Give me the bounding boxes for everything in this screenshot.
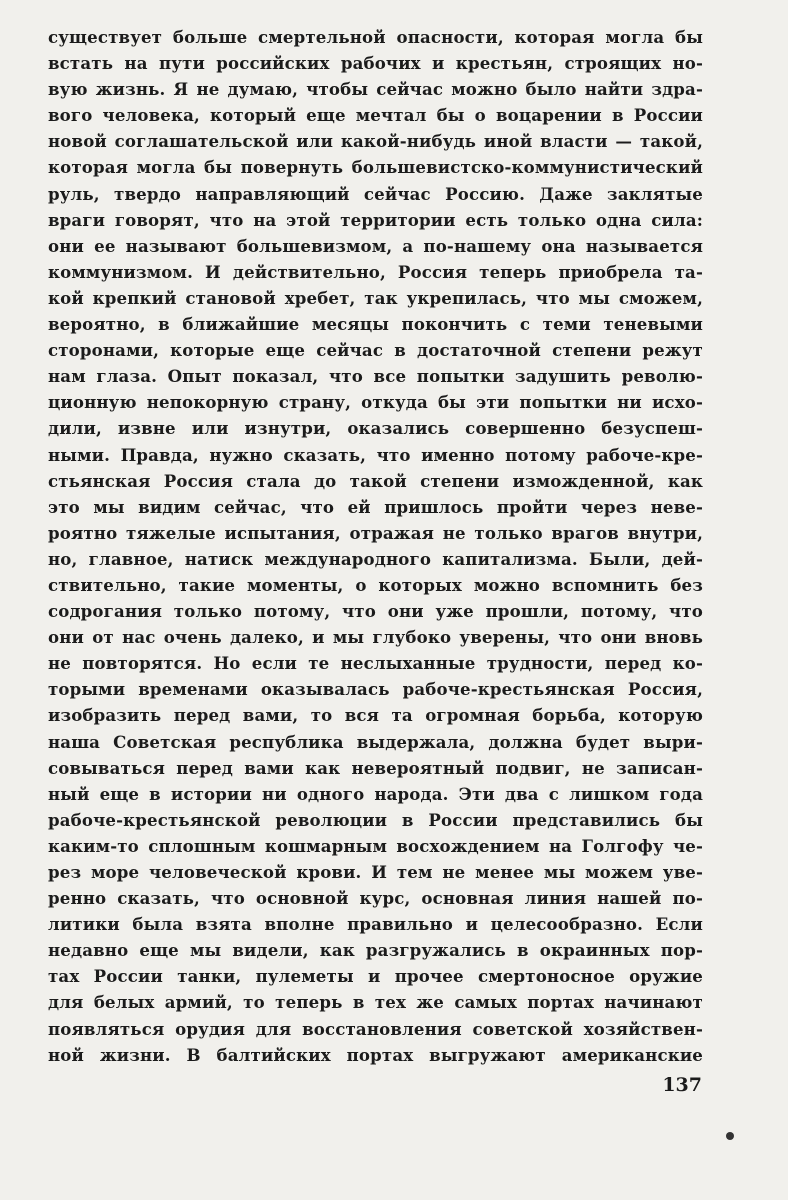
text-line: коммунизмом. И действительно, Россия теперь приобрела та- [48, 261, 703, 282]
text-line: не повторятся. Но если те неслыханные трудности, перед ко- [48, 653, 703, 674]
text-line: тах России танки, пулеметы и прочее смертоносное оружие [48, 966, 703, 987]
text-line: ствительно, такие моменты, о которых можно вспомнить без [48, 574, 703, 595]
text-line: появляться орудия для восстановления советской хозяйствен- [48, 1018, 703, 1039]
text-line: дили, извне или изнутри, оказались совершенно безуспеш- [48, 418, 703, 439]
text-line: стьянская Россия стала до такой степени изможденной, как [48, 470, 703, 491]
text-line: сторонами, которые еще сейчас в достаточной степени режут [48, 340, 703, 361]
text-line: встать на пути российских рабочих и крестьян, строящих но- [48, 53, 703, 74]
text-line: ный еще в истории ни одного народа. Эти два с лишком года [48, 783, 703, 804]
text-line: ционную непокорную страну, откуда бы эти попытки ни исхо- [48, 392, 703, 413]
page-number: 137 [662, 1074, 702, 1096]
ink-dot [726, 1132, 734, 1140]
text-line: но, главное, натиск международного капитализма. Были, дей- [48, 548, 703, 569]
text-line: ренно сказать, что основной курс, основная линия нашей по- [48, 888, 703, 909]
text-line: вероятно, в ближайшие месяцы покончить с теми теневыми [48, 314, 703, 335]
text-line: это мы видим сейчас, что ей пришлось пройти через неве- [48, 496, 703, 517]
text-line: они ее называют большевизмом, а по-нашему она называется [48, 235, 703, 256]
text-line: которая могла бы повернуть большевистско-коммунистический [48, 157, 703, 178]
text-line: ной жизни. В балтийских портах выгружают американские [48, 1044, 703, 1065]
text-line: роятно тяжелые испытания, отражая не только врагов внутри, [48, 522, 703, 543]
text-line: существует больше смертельной опасности, которая могла бы [48, 27, 703, 47]
text-line: вую жизнь. Я не думаю, чтобы сейчас можно было найти здра- [48, 79, 703, 100]
text-line: кой крепкий становой хребет, так укрепилась, что мы сможем, [48, 287, 703, 308]
text-line: каким-то сплошным кошмарным восхождением на Голгофу че- [48, 835, 703, 856]
text-line: содрогания только потому, что они уже прошли, потому, что [48, 601, 703, 622]
text-line: изобразить перед вами, то вся та огромная борьба, которую [48, 705, 703, 726]
text-line: вого человека, который еще мечтал бы о воцарении в России [48, 105, 703, 126]
text-line: ными. Правда, нужно сказать, что именно потому рабоче-кре- [48, 444, 703, 465]
text-line: торыми временами оказывалась рабоче-крестьянская Россия, [48, 679, 703, 700]
text-line: новой соглашательской или какой-нибудь иной власти — такой, [48, 131, 703, 152]
text-line: они от нас очень далеко, и мы глубоко уверены, что они вновь [48, 627, 703, 648]
body-text [48, 24, 703, 1068]
text-line: рабоче-крестьянской революции в России представились бы [48, 809, 703, 830]
text-line: наша Советская республика выдержала, должна будет выри- [48, 731, 703, 752]
text-line: совываться перед вами как невероятный подвиг, не записан- [48, 757, 703, 778]
text-line: враги говорят, что на этой территории есть только одна сила: [48, 209, 703, 230]
text-line: нам глаза. Опыт показал, что все попытки задушить револю- [48, 366, 703, 387]
text-line: литики была взята вполне правильно и целесообразно. Если [48, 914, 703, 935]
text-line: для белых армий, то теперь в тех же самых портах начинают [48, 992, 703, 1013]
text-line: недавно еще мы видели, как разгружались в окраинных пор- [48, 940, 703, 961]
text-line: руль, твердо направляющий сейчас Россию. Даже заклятые [48, 183, 703, 204]
text-line: рез море человеческой крови. И тем не менее мы можем уве- [48, 862, 703, 882]
